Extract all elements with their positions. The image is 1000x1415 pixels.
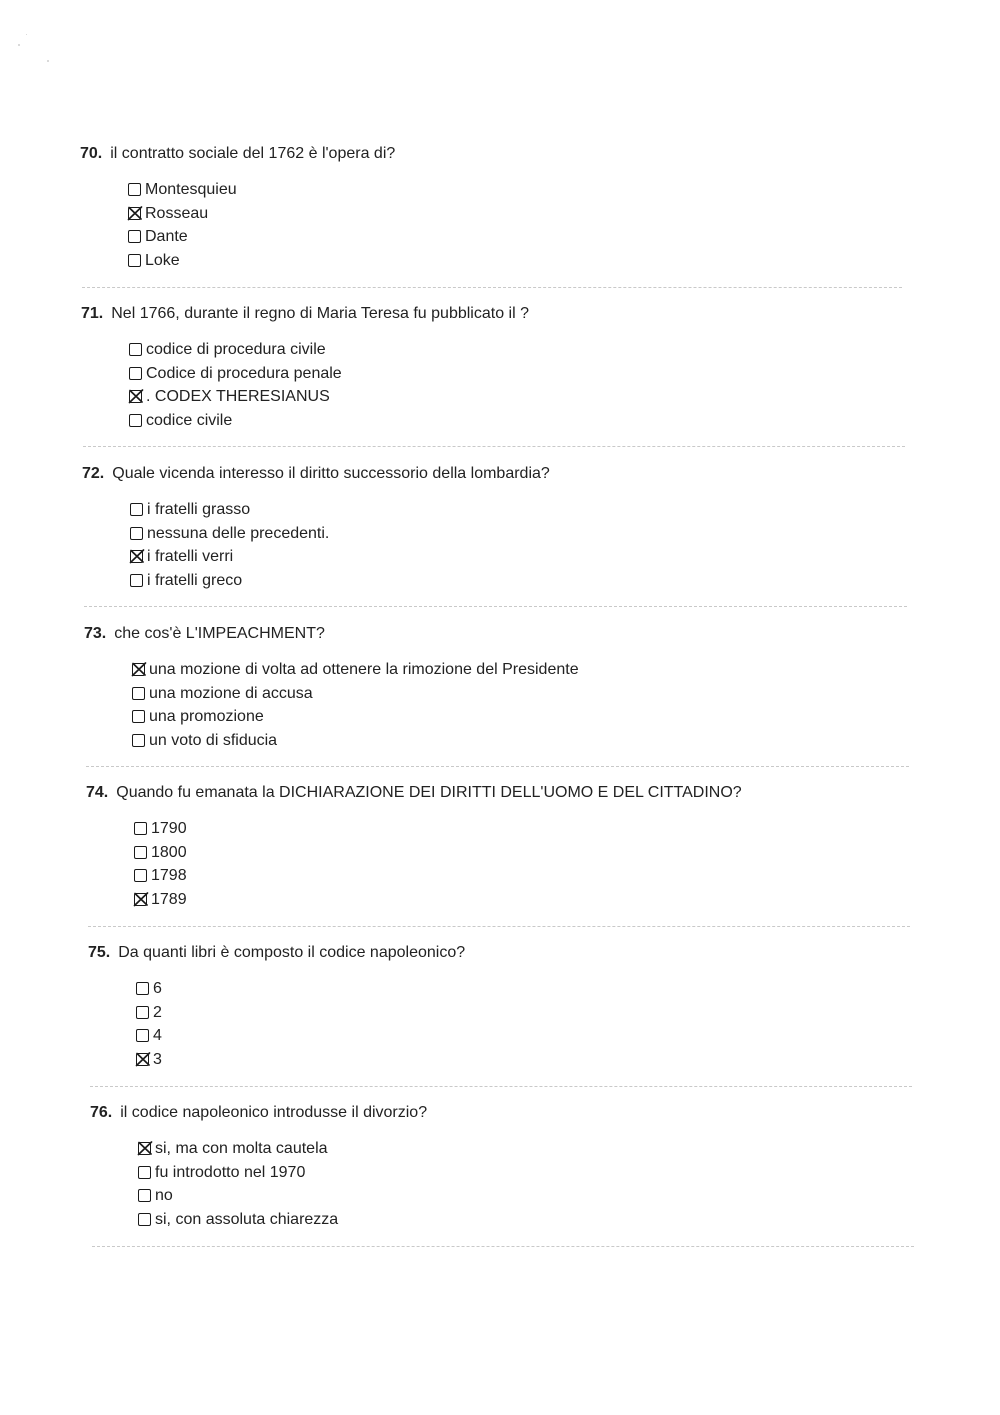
check-mark-icon (136, 1139, 154, 1157)
checkbox[interactable] (134, 869, 147, 882)
checkbox[interactable] (132, 734, 145, 747)
checkbox[interactable] (136, 982, 149, 995)
answer-option[interactable] (136, 1050, 162, 1074)
answer-option[interactable] (129, 411, 342, 435)
answer-option[interactable] (132, 731, 579, 755)
divider (86, 766, 909, 767)
option-label: 1800 (151, 843, 187, 861)
question-number: 71. (81, 305, 104, 322)
option-label: 4 (153, 1027, 162, 1045)
check-mark-icon (134, 1050, 152, 1068)
scan-speck (18, 44, 20, 46)
check-mark-icon (132, 890, 150, 908)
option-label: 1790 (151, 820, 187, 837)
option-label: no (155, 1187, 173, 1205)
option-label: Rosseau (145, 204, 209, 222)
divider (82, 287, 902, 288)
divider (84, 606, 907, 607)
option-label: una mozione di volta ad ottenere la rimozione del Presidente (149, 661, 579, 678)
answer-option[interactable] (130, 524, 329, 548)
question-72 (82, 464, 912, 624)
scan-speck (47, 60, 49, 62)
question-header (86, 783, 742, 803)
answer-option[interactable] (130, 500, 329, 524)
answer-option[interactable] (134, 843, 187, 867)
checkbox[interactable] (134, 822, 147, 835)
question-number: 73. (84, 625, 107, 642)
answer-option[interactable] (130, 547, 329, 571)
question-text: che cos'è L'IMPEACHMENT? (114, 625, 325, 642)
checkbox[interactable] (132, 687, 145, 700)
question-header (82, 464, 550, 484)
question-header (84, 624, 325, 644)
checkbox[interactable] (134, 846, 147, 859)
checkbox[interactable] (136, 1029, 149, 1042)
answer-option[interactable] (128, 251, 237, 275)
checkbox[interactable] (128, 230, 141, 243)
question-header (80, 144, 395, 164)
answer-option[interactable] (129, 364, 342, 388)
option-label: 6 (153, 980, 162, 997)
question-text: Quale vicenda interesso il diritto successorio della lombardia? (112, 465, 550, 482)
answer-options (136, 979, 162, 1073)
question-number: 74. (86, 784, 109, 801)
answer-option[interactable] (138, 1139, 338, 1163)
answer-options (130, 500, 329, 594)
checkbox[interactable] (128, 254, 141, 267)
answer-option[interactable] (134, 819, 187, 843)
divider (88, 926, 910, 927)
option-label: Loke (145, 251, 180, 269)
checkbox[interactable] (129, 414, 142, 427)
option-label: Dante (145, 228, 188, 246)
answer-option[interactable] (138, 1163, 338, 1187)
answer-option[interactable] (134, 866, 187, 890)
answer-option[interactable] (132, 660, 579, 684)
checkbox[interactable] (128, 183, 141, 196)
divider (92, 1246, 914, 1247)
option-label: fu introdotto nel 1970 (155, 1163, 306, 1181)
answer-options (134, 819, 187, 913)
question-75 (88, 943, 918, 1103)
checkbox[interactable] (132, 663, 145, 676)
option-label: nessuna delle precedenti. (147, 524, 330, 542)
option-label: 1798 (151, 867, 187, 885)
answer-option[interactable] (132, 684, 579, 708)
checkbox[interactable] (130, 503, 143, 516)
option-label: una promozione (149, 708, 264, 726)
question-76 (90, 1103, 920, 1263)
checkbox[interactable] (134, 893, 147, 906)
question-header (81, 304, 529, 324)
question-number: 75. (88, 944, 111, 961)
answer-option[interactable] (129, 340, 342, 364)
question-number: 76. (90, 1104, 113, 1121)
question-number: 72. (82, 465, 105, 482)
answer-option[interactable] (136, 979, 162, 1003)
answer-option[interactable] (138, 1186, 338, 1210)
checkbox[interactable] (130, 550, 143, 563)
option-label: codice di procedura civile (146, 341, 326, 358)
question-header (90, 1103, 427, 1123)
question-text: Da quanti libri è composto il codice napoleonico? (118, 944, 466, 961)
answer-option[interactable] (128, 204, 237, 228)
checkbox[interactable] (130, 527, 143, 540)
question-number: 70. (80, 145, 103, 162)
answer-option[interactable] (136, 1003, 162, 1027)
checkbox[interactable] (129, 343, 142, 356)
question-70 (80, 144, 910, 304)
checkbox[interactable] (138, 1213, 151, 1226)
answer-option[interactable] (132, 707, 579, 731)
option-label: Codice di procedura penale (146, 364, 342, 382)
answer-option[interactable] (134, 890, 187, 914)
answer-options (128, 180, 237, 274)
answer-options (129, 340, 342, 434)
check-mark-icon (127, 387, 145, 405)
checkbox[interactable] (128, 207, 141, 220)
checkbox[interactable] (129, 390, 142, 403)
answer-option[interactable] (136, 1026, 162, 1050)
question-text: Quando fu emanata la DICHIARAZIONE DEI DIRITTI DELL'UOMO E DEL CITTADINO? (116, 784, 742, 801)
answer-options (138, 1139, 338, 1233)
option-label: . CODEX THERESIANUS (146, 388, 330, 406)
answer-option[interactable] (129, 387, 342, 411)
answer-option[interactable] (130, 571, 329, 595)
checkbox[interactable] (138, 1142, 151, 1155)
checkbox[interactable] (130, 574, 143, 587)
checkbox[interactable] (138, 1189, 151, 1202)
option-label: 2 (153, 1003, 162, 1021)
divider (90, 1086, 912, 1087)
option-label: una mozione di accusa (149, 684, 313, 702)
question-74 (86, 783, 916, 943)
question-71 (81, 304, 911, 464)
question-73 (84, 624, 914, 784)
check-mark-icon (128, 547, 146, 565)
option-label: si, ma con molta cautela (155, 1140, 328, 1157)
question-text: il contratto sociale del 1762 è l'opera di? (110, 145, 396, 162)
checkbox[interactable] (138, 1166, 151, 1179)
question-text: il codice napoleonico introdusse il divorzio? (120, 1104, 428, 1121)
question-text: Nel 1766, durante il regno di Maria Teresa fu pubblicato il ? (111, 305, 529, 322)
answer-option[interactable] (128, 227, 237, 251)
option-label: i fratelli verri (147, 548, 234, 566)
question-header (88, 943, 465, 963)
option-label: si, con assoluta chiarezza (155, 1210, 339, 1228)
check-mark-icon (130, 660, 148, 678)
check-mark-icon (126, 204, 144, 222)
option-label: i fratelli greco (147, 571, 243, 589)
option-label: un voto di sfiducia (149, 731, 278, 749)
option-label: 1789 (151, 890, 187, 908)
divider (83, 446, 905, 447)
checkbox[interactable] (129, 367, 142, 380)
option-label: codice civile (146, 411, 233, 429)
checkbox[interactable] (136, 1006, 149, 1019)
answer-options (132, 660, 579, 754)
scan-speck (26, 34, 27, 35)
option-label: Montesquieu (145, 181, 237, 198)
answer-option[interactable] (138, 1210, 338, 1234)
answer-option[interactable] (128, 180, 237, 204)
option-label: i fratelli grasso (147, 501, 251, 518)
checkbox[interactable] (136, 1053, 149, 1066)
option-label: 3 (153, 1050, 162, 1068)
checkbox[interactable] (132, 710, 145, 723)
